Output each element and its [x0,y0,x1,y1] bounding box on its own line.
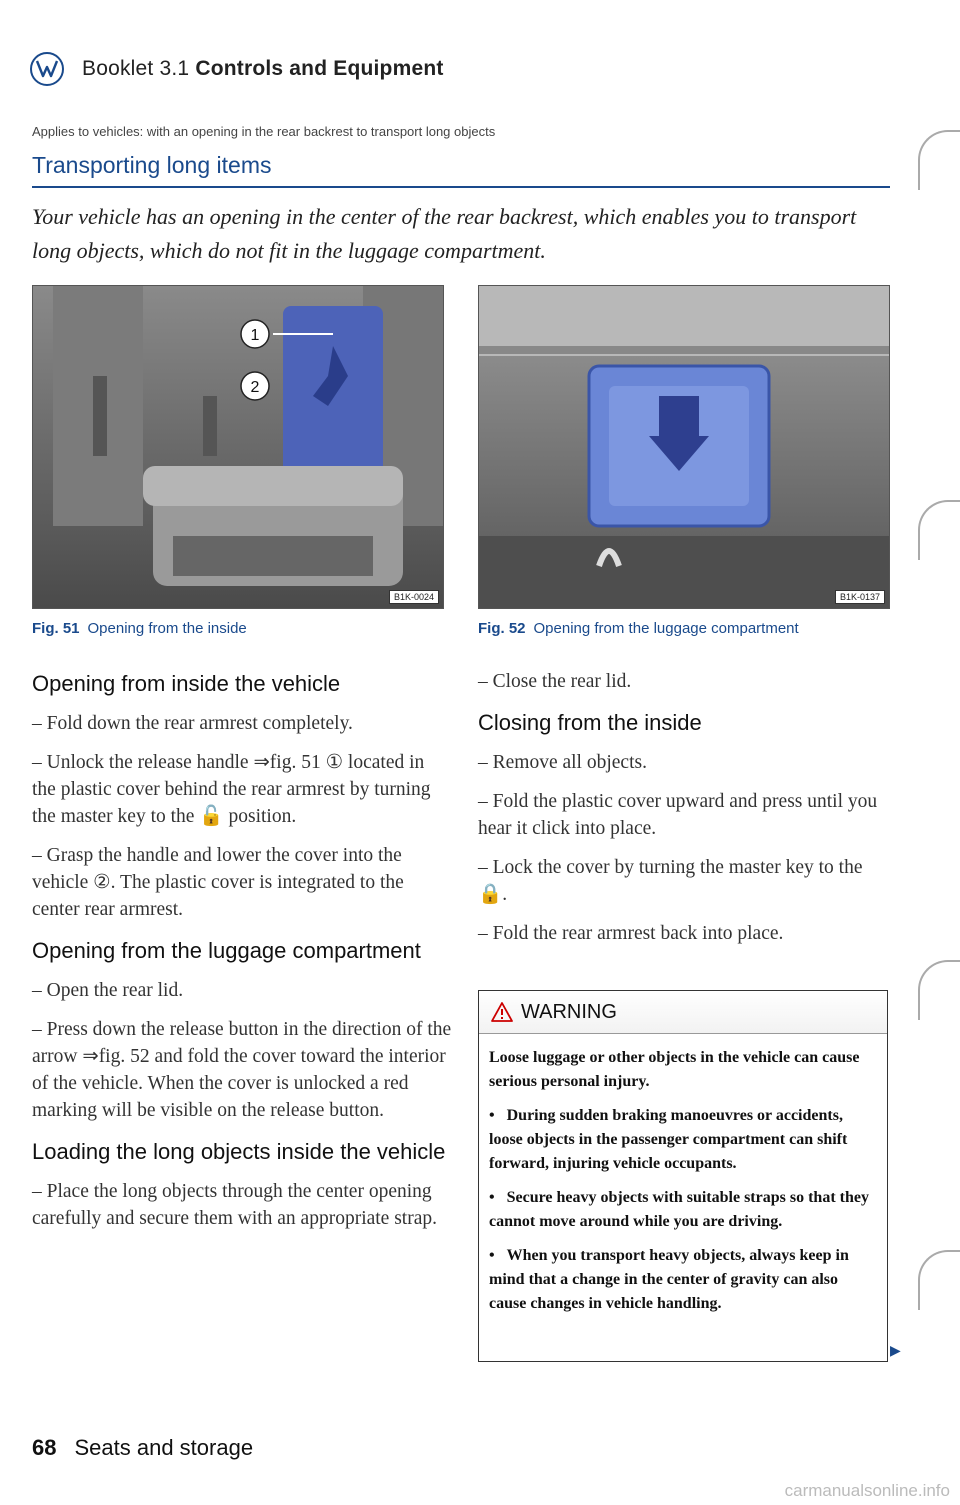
edge-tab [918,960,960,1020]
page-footer [32,1435,253,1461]
step: – Place the long objects through the center opening carefully and secure them with an appropriate strap. [32,1181,437,1229]
continue-arrow-icon: ▶ [890,1342,901,1358]
callout-1: 1 [250,327,260,344]
heading-loading: Loading the long objects inside the vehicle [32,1139,446,1164]
figure-number: Fig. 52 [478,620,526,637]
step: – Fold the plastic cover upward and press until you hear it click into place. [478,791,878,839]
figure-51-image [32,285,444,609]
step: – Lock the cover by turning the master key to the 🔒. [478,857,863,905]
right-column [478,668,890,959]
edge-tab [918,1250,960,1310]
edge-tab [918,500,960,560]
figure-id: B1K-0137 [835,590,885,604]
chapter-title: Controls and Equipment [195,57,444,80]
caption-text: Opening from the luggage compartment [533,620,799,637]
step: – Fold the rear armrest back into place. [478,923,784,944]
figure-id: B1K-0024 [389,590,439,604]
page-header [30,52,444,86]
step: – Remove all objects. [478,752,647,773]
booklet-title [82,57,444,81]
watermark: carmanualsonline.info [784,1481,950,1500]
left-column [32,668,452,1244]
figure-51-caption [32,620,247,637]
intro-text: Your vehicle has an opening in the center of the rear backrest, which enables you to transport long objects, which do not fit in the luggage compartment. [32,204,857,263]
step: – Press down the release button in the direction of the arrow ⇒fig. 52 and fold the cover toward the interior of the vehicle. When the cover is unlocked a red marking will be visible on the release button. [32,1019,452,1121]
footer-section: Seats and storage [74,1435,254,1460]
heading-closing-inside: Closing from the inside [478,710,702,735]
step: – Unlock the release handle ⇒fig. 51 ① located in the plastic cover behind the rear armrest by turning the master key to the 🔓 position. [32,752,431,827]
section-title: Transporting long items [32,152,272,178]
figure-52-image [478,285,890,609]
warning-bullet: • Secure heavy objects with suitable straps so that they cannot move around while you are driving. [489,1186,875,1234]
warning-header [479,991,887,1034]
warning-icon [491,1002,513,1022]
warning-box [478,990,888,1362]
booklet-number: Booklet 3.1 [82,57,190,80]
luggage-illustration [479,286,889,608]
step: – Grasp the handle and lower the cover into the vehicle ②. The plastic cover is integrated to the center rear armrest. [32,845,404,920]
warning-title: WARNING [521,1000,617,1023]
warning-bullet: • When you transport heavy objects, always keep in mind that a change in the center of gravity can also cause changes in vehicle handling. [489,1244,875,1316]
warning-bullet: • During sudden braking manoeuvres or accidents, loose objects in the passenger compartment can shift forward, injuring vehicle occupants. [489,1104,875,1176]
callout-2: 2 [250,379,260,396]
warning-body [479,1034,887,1316]
warning-text: Loose luggage or other objects in the vehicle can cause serious personal injury. [489,1049,860,1090]
edge-tab [918,130,960,190]
step: – Close the rear lid. [478,671,632,692]
caption-text: Opening from the inside [87,620,247,637]
heading-opening-inside: Opening from inside the vehicle [32,671,341,696]
applies-note: Applies to vehicles: with an opening in the rear backrest to transport long objects [32,124,496,139]
figure-52-caption [478,620,799,637]
page-number: 68 [32,1435,57,1460]
vw-logo-icon [30,52,64,86]
seat-illustration [33,286,443,608]
step: – Fold down the rear armrest completely. [32,713,353,734]
step: – Open the rear lid. [32,980,184,1001]
title-rule [32,186,890,188]
figure-number: Fig. 51 [32,620,80,637]
heading-opening-luggage: Opening from the luggage compartment [32,938,421,963]
